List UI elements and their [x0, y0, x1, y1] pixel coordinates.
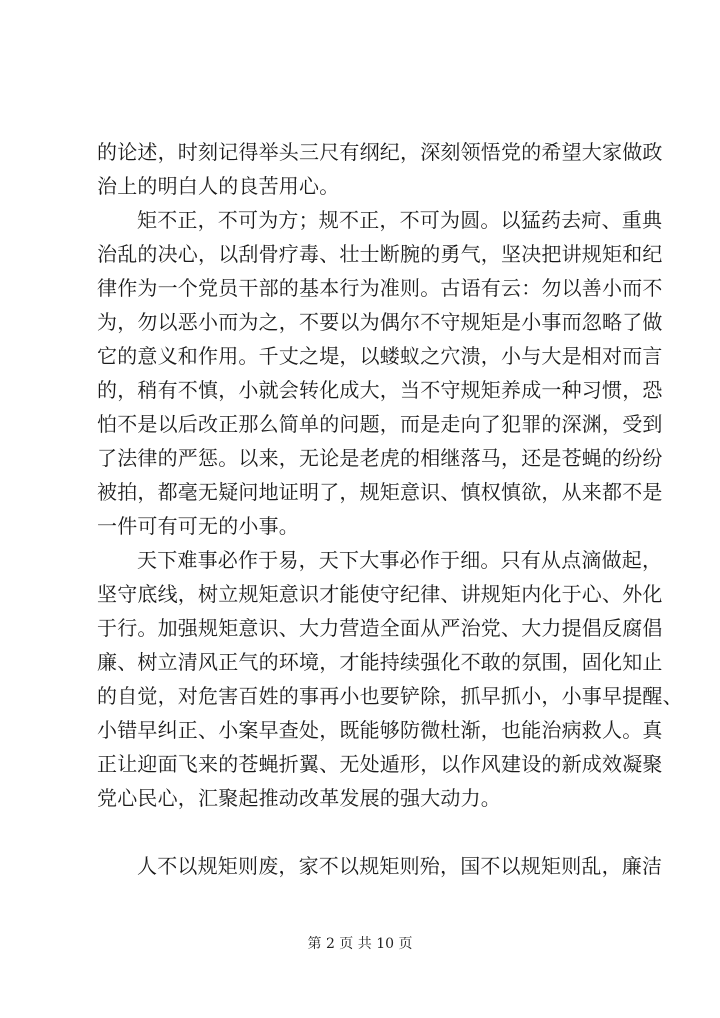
- paragraph-line: 一件可有可无的小事。: [97, 514, 299, 538]
- paragraph-line: 治乱的决心，以刮骨疗毒、壮士断腕的勇气，坚决把讲规矩和纪: [97, 242, 663, 266]
- paragraph-line: 正让迎面飞来的苍蝇折翼、无处遁形，以作风建设的新成效凝聚: [97, 752, 663, 776]
- paragraph-line: 党心民心，汇聚起推动改革发展的强大动力。: [97, 786, 501, 810]
- paragraph-line: 矩不正，不可为方；规不正，不可为圆。以猛药去疴、重典: [137, 208, 663, 232]
- paragraph-line: 的，稍有不慎，小就会转化成大，当不守规矩养成一种习惯，恐: [97, 378, 663, 402]
- paragraph-line: 人不以规矩则废，家不以规矩则殆，国不以规矩则乱，廉洁: [137, 854, 663, 878]
- paragraph-line: 廉、树立清风正气的环境，才能持续强化不敢的氛围，固化知止: [97, 650, 663, 674]
- paragraph-line: 它的意义和作用。千丈之堤，以蝼蚁之穴溃，小与大是相对而言: [97, 344, 663, 368]
- paragraph-line: 坚守底线，树立规矩意识才能使守纪律、讲规矩内化于心、外化: [97, 582, 663, 606]
- paragraph-line: 于行。加强规矩意识、大力营造全面从严治党、大力提倡反腐倡: [97, 616, 663, 640]
- paragraph-line: 天下难事必作于易，天下大事必作于细。只有从点滴做起，: [137, 548, 663, 572]
- paragraph-line: 的自觉，对危害百姓的事再小也要铲除，抓早抓小，小事早提醒、: [97, 684, 683, 708]
- page-number-footer: 第 2 页 共 10 页: [307, 936, 413, 952]
- paragraph-line: 为，勿以恶小而为之，不要以为偶尔不守规矩是小事而忽略了做: [97, 310, 663, 334]
- paragraph-line: 了法律的严惩。以来，无论是老虎的相继落马，还是苍蝇的纷纷: [97, 446, 663, 470]
- paragraph-line: 的论述，时刻记得举头三尺有纲纪，深刻领悟党的希望大家做政: [97, 140, 663, 164]
- paragraph-line: 治上的明白人的良苦用心。: [97, 174, 340, 198]
- paragraph-line: 被拍，都毫无疑问地证明了，规矩意识、慎权慎欲，从来都不是: [97, 480, 663, 504]
- paragraph-line: 小错早纠正、小案早查处，既能够防微杜渐，也能治病救人。真: [97, 718, 663, 742]
- paragraph-line: 怕不是以后改正那么简单的问题，而是走向了犯罪的深渊，受到: [97, 412, 663, 436]
- paragraph-line: 律作为一个党员干部的基本行为准则。古语有云：勿以善小而不: [97, 276, 663, 300]
